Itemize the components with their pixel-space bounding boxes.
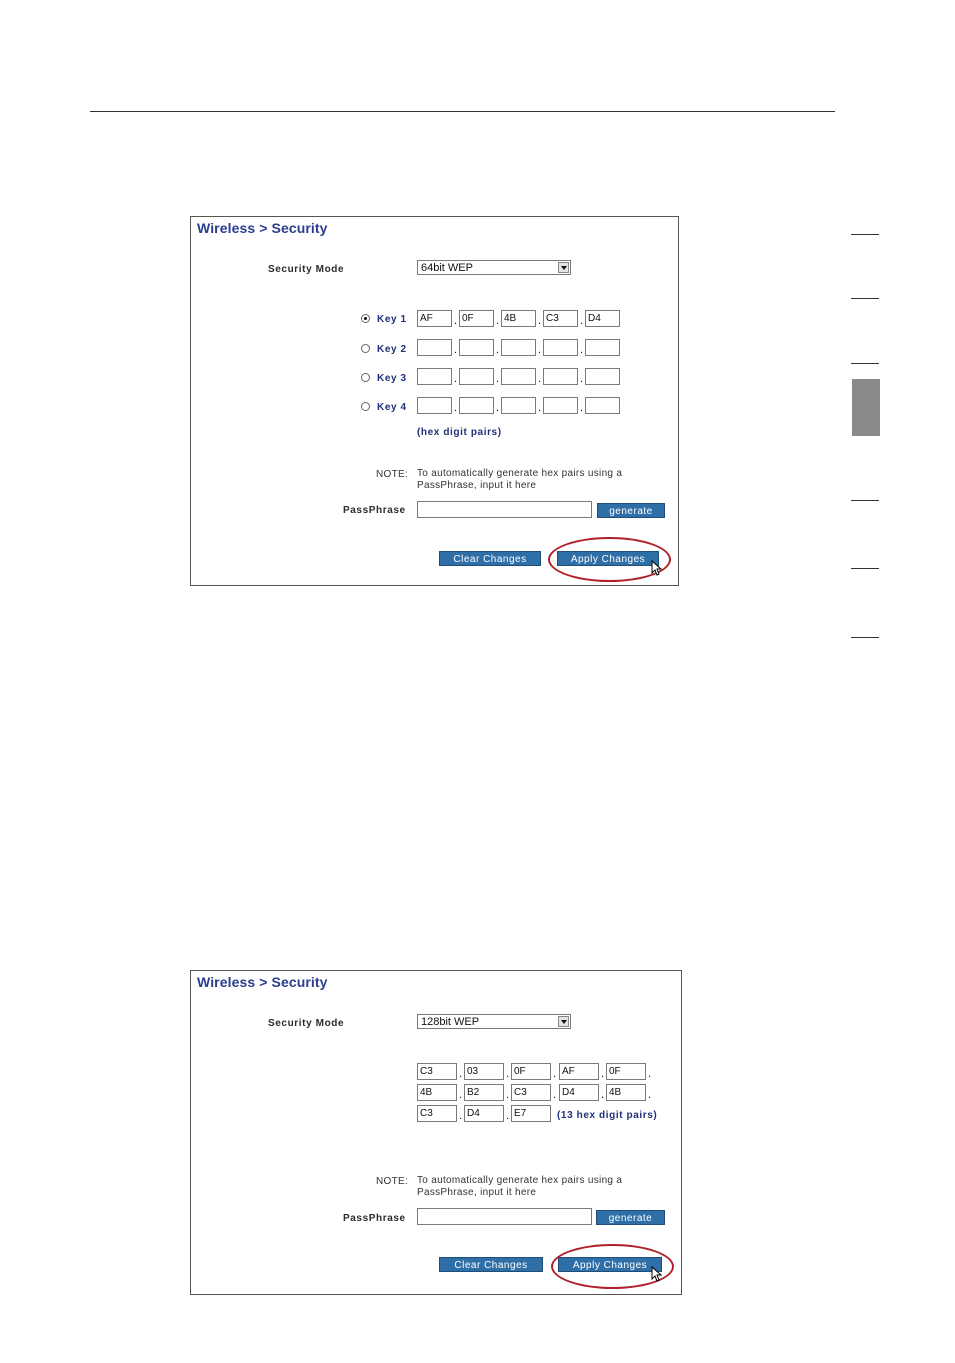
pointer-cursor-icon [651,560,663,576]
passphrase-input[interactable] [417,1208,592,1225]
key3-hex-5[interactable] [585,368,620,385]
key-hex-r1-3[interactable]: 0F [511,1063,551,1080]
key3-label: Key 3 [377,373,407,384]
note-text: To automatically generate hex pairs using a PassPhrase, input it here [417,468,623,491]
security-mode-select[interactable]: 64bit WEP [417,260,571,275]
key3-hex-3[interactable] [501,368,536,385]
page-header-rule [90,111,835,112]
key2-radio[interactable] [361,344,370,353]
key4-radio[interactable] [361,402,370,411]
security-panel-64bit: Wireless > Security Security Mode 64bit WEP Key 1 AF . 0F . 4B . C3 . D4 Key 2 . . . . Key 3 . . . . Key 4 . . . . (hex digit pairs) NOTE: To automatically generate hex pairs using a PassPhrase, input it here PassPhrase generate Clear Changes Apply Changes [190,216,679,586]
note-text: To automatically generate hex pairs using a PassPhrase, input it here [417,1175,623,1198]
key1-hex-3[interactable]: 4B [501,310,536,327]
side-tab-marker-3 [851,363,879,364]
key2-hex-4[interactable] [543,339,578,356]
key-hex-r2-3[interactable]: C3 [511,1084,551,1101]
key1-hex-2[interactable]: 0F [459,310,494,327]
key2-hex-1[interactable] [417,339,452,356]
security-panel-128bit: Wireless > Security Security Mode 128bit WEP C3 . 03 . 0F . AF . 0F . 4B . B2 . C3 . D4 . 4B . C3 . D4 . E7 (13 hex digit pairs) NOTE: To automatically generate hex pairs using a PassPhrase, input it here PassPhrase generate Clear Changes Apply Changes [190,970,682,1295]
key1-label: Key 1 [377,314,407,325]
key4-hex-1[interactable] [417,397,452,414]
security-mode-label: Security Mode [268,1018,345,1029]
key-hex-r1-5[interactable]: 0F [606,1063,646,1080]
key-hex-r1-1[interactable]: C3 [417,1063,457,1080]
key-hex-r3-1[interactable]: C3 [417,1105,457,1122]
chevron-down-icon[interactable] [558,1016,569,1027]
pointer-cursor-icon [651,1266,663,1282]
key-hex-r2-2[interactable]: B2 [464,1084,504,1101]
key1-hex-1[interactable]: AF [417,310,452,327]
key1-hex-4[interactable]: C3 [543,310,578,327]
page-title: Wireless > Security [197,220,328,236]
side-tab-marker-5 [851,568,879,569]
note-label: NOTE: [376,469,409,480]
key3-hex-4[interactable] [543,368,578,385]
key3-hex-2[interactable] [459,368,494,385]
side-tab-marker-4 [851,500,879,501]
generate-button[interactable]: generate [597,503,665,518]
key3-radio[interactable] [361,373,370,382]
side-tab-marker-6 [851,637,879,638]
page-title: Wireless > Security [197,974,328,990]
key4-hex-4[interactable] [543,397,578,414]
key-hex-r3-2[interactable]: D4 [464,1105,504,1122]
key3-hex-1[interactable] [417,368,452,385]
side-tab-marker-1 [851,234,879,235]
generate-button[interactable]: generate [596,1210,665,1225]
apply-changes-button[interactable]: Apply Changes [557,551,659,566]
key4-hex-2[interactable] [459,397,494,414]
clear-changes-button[interactable]: Clear Changes [439,551,541,566]
key-hex-r1-4[interactable]: AF [559,1063,599,1080]
clear-changes-button[interactable]: Clear Changes [439,1257,543,1272]
security-mode-label: Security Mode [268,264,345,275]
key2-label: Key 2 [377,344,407,355]
side-tab-marker-2 [851,298,879,299]
key-hex-r2-5[interactable]: 4B [606,1084,646,1101]
key-hex-r2-4[interactable]: D4 [559,1084,599,1101]
key2-hex-2[interactable] [459,339,494,356]
hex-hint: (hex digit pairs) [417,427,502,438]
apply-changes-button[interactable]: Apply Changes [558,1257,662,1272]
key4-label: Key 4 [377,402,407,413]
passphrase-input[interactable] [417,501,592,518]
key4-hex-5[interactable] [585,397,620,414]
passphrase-label: PassPhrase [343,1213,406,1224]
key-hex-r1-2[interactable]: 03 [464,1063,504,1080]
passphrase-label: PassPhrase [343,505,406,516]
note-label: NOTE: [376,1176,409,1187]
side-tab-active [852,379,880,436]
key1-hex-5[interactable]: D4 [585,310,620,327]
key-hex-r3-3[interactable]: E7 [511,1105,551,1122]
security-mode-select[interactable]: 128bit WEP [417,1014,571,1029]
key4-hex-3[interactable] [501,397,536,414]
key2-hex-3[interactable] [501,339,536,356]
key2-hex-5[interactable] [585,339,620,356]
key-hex-r2-1[interactable]: 4B [417,1084,457,1101]
chevron-down-icon[interactable] [558,262,569,273]
hex-hint: (13 hex digit pairs) [557,1110,658,1121]
key1-radio[interactable] [361,314,370,323]
